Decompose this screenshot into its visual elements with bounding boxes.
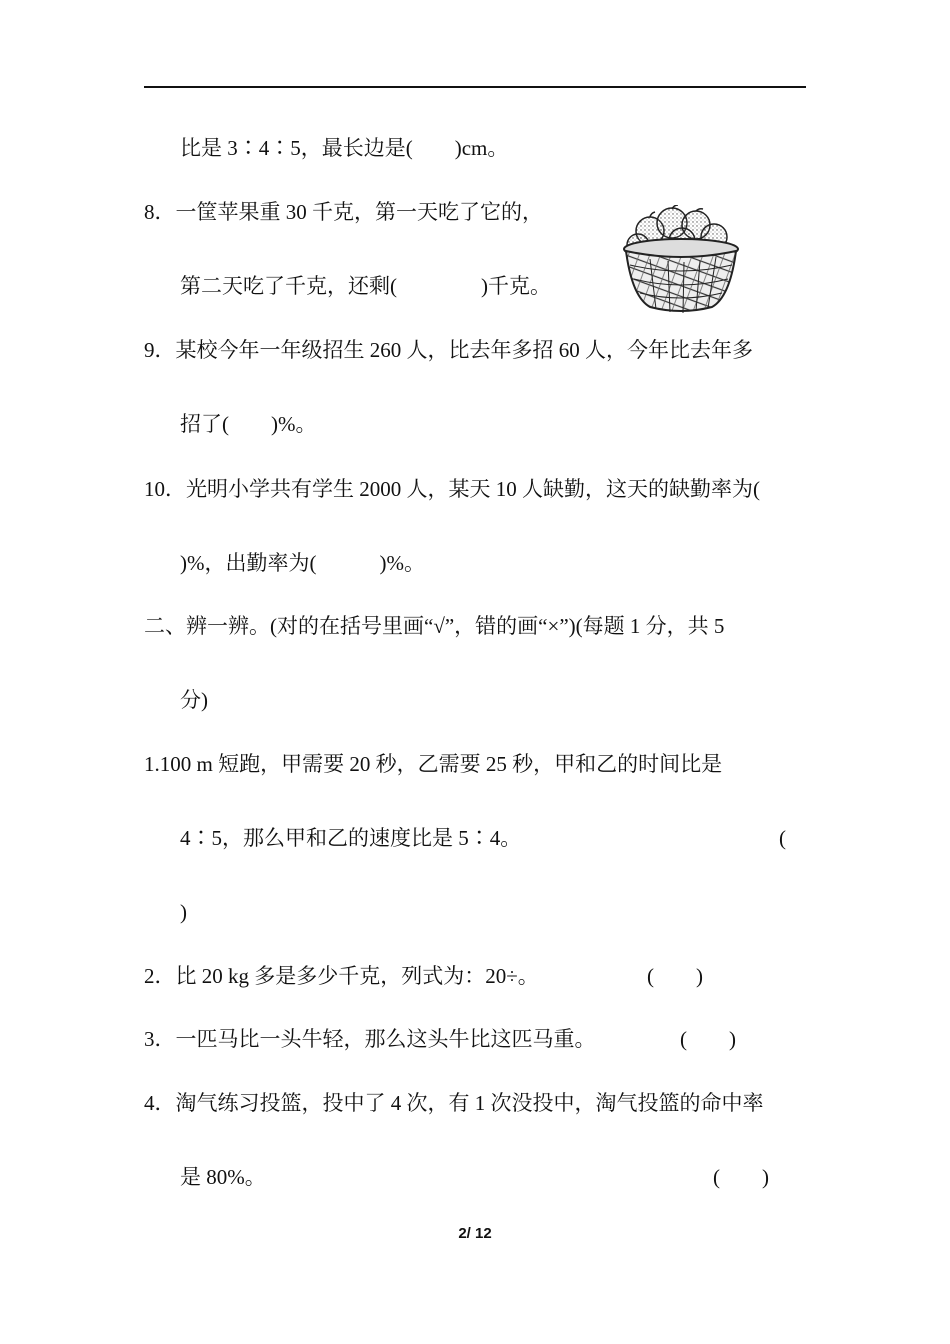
- judge1-line2: 4∶5，那么甲和乙的速度比是 5∶4。: [180, 826, 522, 850]
- section2-heading: 二、辨一辨。(对的在括号里画“√”，错的画“×”)(每题 1 分，共 5: [144, 614, 725, 638]
- q9-line2: 招了( )%。: [180, 412, 317, 436]
- q10-line2: )%，出勤率为( )%。: [180, 551, 425, 575]
- q10-line1: 10．光明小学共有学生 2000 人，某天 10 人缺勤，这天的缺勤率为(: [144, 477, 760, 501]
- judge4-answer-bracket: ( ): [713, 1165, 769, 1189]
- judge1-line1: 1.100 m 短跑，甲需要 20 秒，乙需要 25 秒，甲和乙的时间比是: [144, 752, 723, 776]
- q8-line2: 第二天吃了千克，还剩( )千克。: [180, 274, 551, 298]
- q9-line1: 9．某校今年一年级招生 260 人，比去年多招 60 人，今年比去年多: [144, 338, 753, 362]
- section2-heading-cont: 分): [180, 688, 208, 712]
- judge2-answer-bracket: ( ): [647, 964, 703, 988]
- q7-continuation: 比是 3∶4∶5，最长边是( )cm。: [180, 136, 509, 160]
- judge1-answer-bracket-close: ): [180, 900, 187, 924]
- judge4-line1: 4．淘气练习投篮，投中了 4 次，有 1 次没投中，淘气投篮的命中率: [144, 1091, 764, 1115]
- judge3-line: 3．一匹马比一头牛轻，那么这头牛比这匹马重。: [144, 1027, 596, 1051]
- apple-basket-illustration: [620, 205, 742, 313]
- judge2-line: 2．比 20 kg 多是多少千克，列式为：20÷。: [144, 964, 539, 988]
- q8-line1: 8．一筐苹果重 30 千克，第一天吃了它的，: [144, 200, 543, 224]
- judge4-line2: 是 80%。: [180, 1165, 266, 1189]
- judge3-answer-bracket: ( ): [680, 1027, 736, 1051]
- header-rule: [144, 86, 806, 88]
- page-number: 2/ 12: [458, 1225, 492, 1242]
- judge1-answer-bracket-open: (: [779, 826, 786, 850]
